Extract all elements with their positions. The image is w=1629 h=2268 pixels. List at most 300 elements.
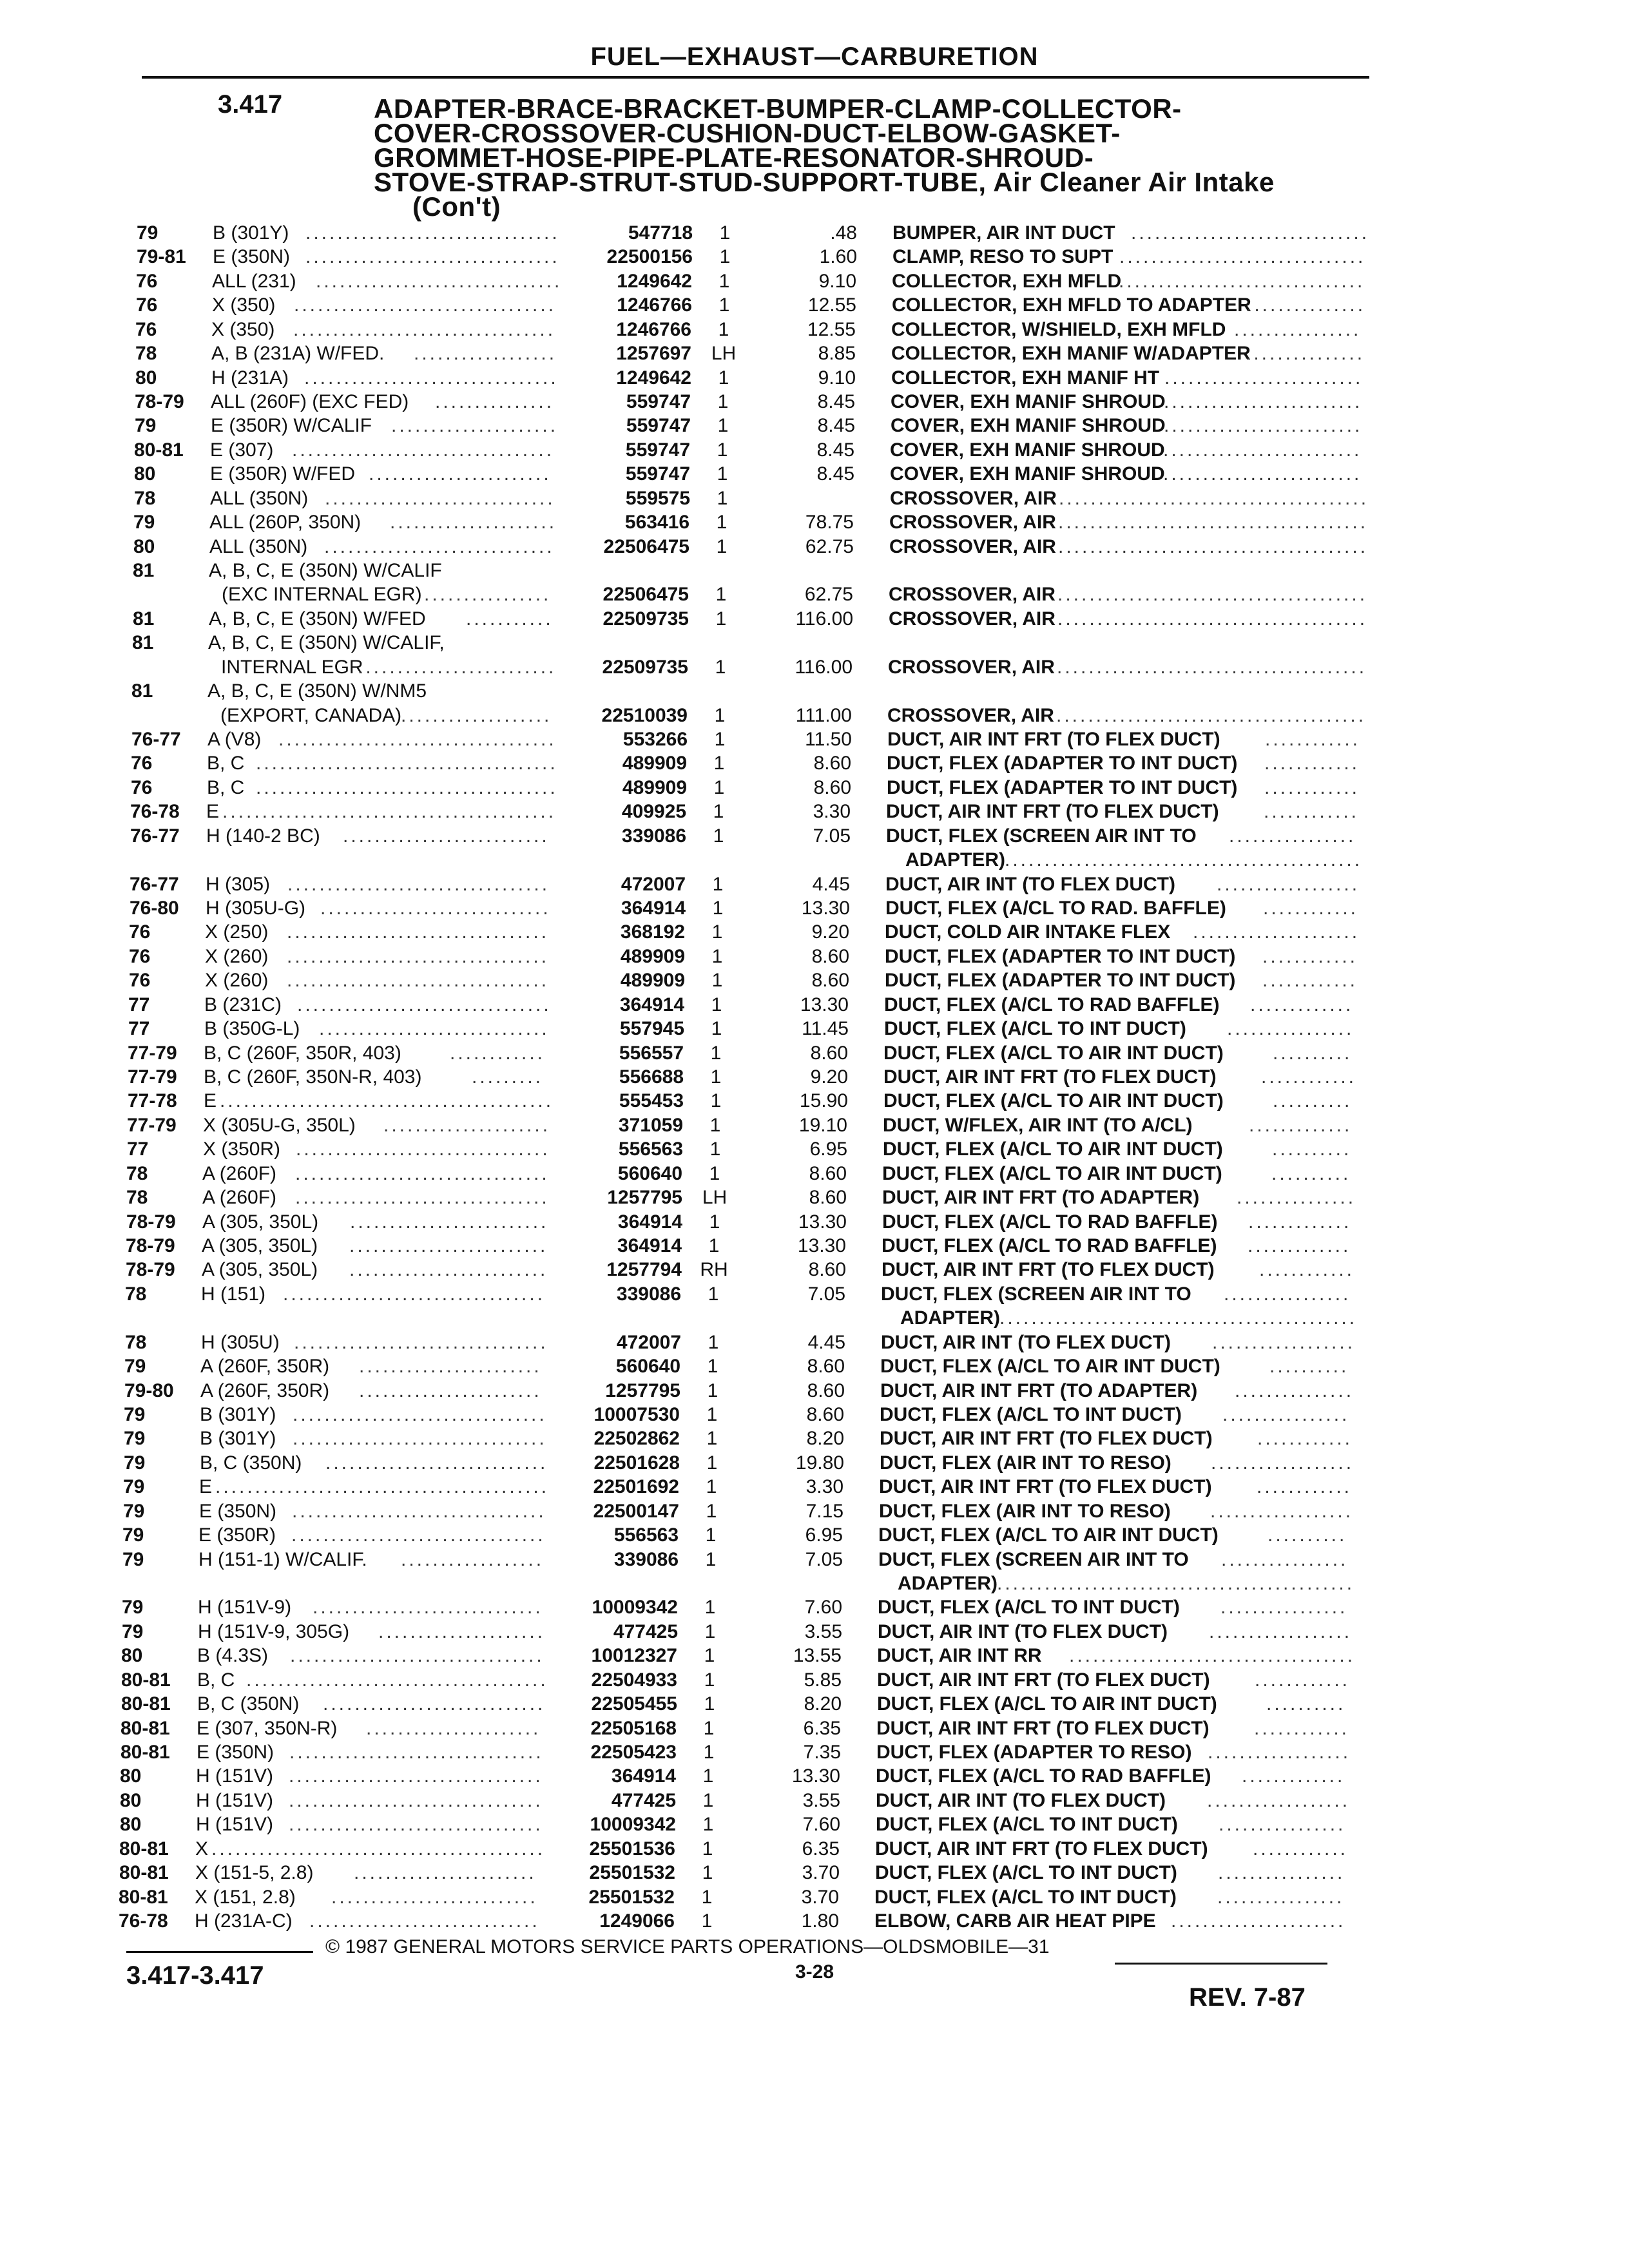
row-price: 7.05 [813,825,851,847]
row-year: 76 [131,777,153,798]
row-application: E (350N) [197,1742,275,1763]
row-application: E (307, 350N-R) [197,1718,338,1739]
row-quantity: 1 [704,1621,716,1642]
row-part-number: 10009342 [592,1597,678,1618]
table-row [0,970,1621,993]
row-application: A (V8) [207,729,262,750]
table-row [0,1742,1613,1765]
row-description: DUCT, FLEX (A/CL TO AIR INT DUCT) [883,1139,1223,1160]
row-application: H (231A-C) [195,1910,293,1932]
table-row [0,1259,1618,1282]
row-year: 78 [134,488,156,509]
row-application: B, C (350N) [200,1452,302,1474]
leader-dots: ................................ [294,1332,548,1353]
row-quantity: 1 [710,1090,722,1111]
table-row [0,1452,1616,1475]
row-description: ADAPTER) [905,849,1005,870]
leader-dots: ................................ [289,1790,543,1811]
row-price: 8.45 [817,415,855,436]
row-quantity: 1 [718,319,729,340]
leader-dots: .............................. [1131,222,1370,244]
footer-revision: REV. 7-87 [1189,1983,1306,2012]
table-row [0,222,1629,245]
row-part-number: 547718 [628,222,693,244]
leader-dots: ................................ [296,1139,550,1160]
table-row [0,1066,1620,1090]
row-year: 76 [131,753,153,774]
row-description: DUCT, AIR INT FRT (TO FLEX DUCT) [883,1066,1217,1088]
row-quantity: 1 [711,1018,722,1039]
leader-dots: ................................. [292,439,555,461]
row-price: 116.00 [795,657,853,678]
row-description: DUCT, COLD AIR INTAKE FLEX [885,921,1171,943]
row-price: 8.60 [807,1380,845,1401]
leader-dots: ............ [1264,777,1360,798]
row-application: B (4.3S) [197,1645,269,1666]
leader-dots: ......... [472,1066,544,1088]
row-year: 79 [123,1501,145,1522]
leader-dots: ............ [1257,1476,1353,1497]
leader-dots: ....................... [359,1380,542,1401]
row-application: B, C [197,1669,235,1691]
table-row [0,1090,1620,1113]
row-description: DUCT, FLEX (A/CL TO RAD BAFFLE) [876,1765,1211,1787]
row-part-number: 22506475 [602,584,689,605]
table-row [0,1187,1619,1210]
row-part-number: 1249642 [616,367,691,389]
leader-dots: ................................ [305,246,560,267]
row-description: DUCT, FLEX (A/CL TO INT DUCT) [875,1862,1177,1883]
row-price: .48 [830,222,857,244]
leader-dots: ............................. [325,488,555,509]
leader-dots: ............ [450,1043,546,1064]
leader-dots: ................................ [293,1428,547,1449]
table-row [0,1645,1614,1668]
row-description: DUCT, AIR INT FRT (TO FLEX DUCT) [876,1718,1210,1739]
table-row [0,1404,1616,1427]
row-year: 81 [133,608,155,629]
row-year: 79 [135,415,157,436]
row-description: DUCT, AIR INT FRT (TO FLEX DUCT) [875,1838,1208,1860]
table-row [0,439,1626,463]
row-part-number: 364914 [621,898,686,919]
leader-dots: ................ [1224,1283,1351,1305]
row-quantity: 1 [717,463,728,485]
row-application: INTERNAL EGR [221,657,363,678]
section-title-line: COVER-CROSSOVER-CUSHION-DUCT-ELBOW-GASKET- [374,118,1121,148]
table-row [0,391,1627,414]
row-part-number: 472007 [616,1332,681,1353]
table-row [0,319,1628,342]
table-row [0,271,1628,294]
table-row [0,729,1624,752]
row-quantity: 1 [706,1476,717,1497]
row-part-number: 472007 [621,874,686,895]
row-description: BUMPER, AIR INT DUCT [892,222,1115,244]
table-row [0,753,1623,776]
row-quantity: 1 [718,367,729,389]
row-application: A (260F, 350R) [200,1356,330,1377]
row-application: B (301Y) [213,222,289,244]
row-year: 78 [126,1187,148,1208]
row-part-number: 364914 [619,994,684,1015]
row-part-number: 22502862 [593,1428,680,1449]
row-part-number: 22501692 [593,1476,679,1497]
row-price: 19.10 [798,1115,847,1136]
row-price: 13.30 [791,1765,840,1787]
row-description: DUCT, FLEX (ADAPTER TO INT DUCT) [887,777,1238,798]
row-quantity: RH [700,1259,728,1280]
row-application: B (301Y) [200,1404,276,1425]
row-price: 7.35 [803,1742,841,1763]
leader-dots: ......................... [1163,463,1362,485]
leader-dots: ......................... [350,1211,549,1233]
row-year: 76-77 [130,874,179,895]
row-quantity: 1 [715,657,726,678]
table-row [0,1718,1613,1741]
row-part-number: 489909 [620,946,685,967]
leader-dots: ............................... [1119,246,1366,267]
row-year: 76-78 [130,801,180,822]
row-year: 78 [125,1332,147,1353]
row-application: X [195,1838,209,1860]
row-part-number: 22505455 [591,1693,677,1715]
table-row [0,294,1628,318]
row-description: DUCT, FLEX (SCREEN AIR INT TO [886,825,1197,847]
table-row [0,1307,1617,1331]
leader-dots: ............ [1261,1066,1357,1088]
row-year: 80-81 [121,1693,171,1715]
row-description: DUCT, AIR INT FRT (TO ADAPTER) [882,1187,1200,1208]
row-description: DUCT, FLEX (A/CL TO INT DUCT) [880,1404,1182,1425]
leader-dots: ............ [1264,801,1360,822]
table-row [0,1501,1615,1524]
table-row [0,1887,1611,1910]
row-description: DUCT, AIR INT (TO FLEX DUCT) [881,1332,1171,1353]
row-description: DUCT, AIR INT FRT (TO FLEX DUCT) [877,1669,1210,1691]
row-quantity: 1 [702,1814,714,1835]
table-row [0,488,1626,511]
row-part-number: 559747 [626,415,691,436]
leader-dots: ............................... [316,271,563,292]
row-part-number: 556557 [619,1043,684,1064]
row-part-number: 25501532 [589,1862,675,1883]
row-price: 8.60 [813,777,851,798]
row-year: 80 [120,1790,142,1811]
row-price: 9.20 [811,921,849,943]
leader-dots: .................. [1209,1621,1353,1642]
footer-section-range: 3.417-3.417 [126,1961,264,1990]
row-part-number: 555453 [619,1090,684,1111]
row-description: DUCT, FLEX (A/CL TO INT DUCT) [878,1597,1180,1618]
leader-dots: ................................ [292,1501,546,1522]
row-price: 8.45 [816,439,854,461]
row-description: DUCT, FLEX (A/CL TO INT DUCT) [884,1018,1186,1039]
row-application: B (350G-L) [204,1018,300,1039]
row-year: 79 [124,1356,146,1377]
row-year: 79 [124,1428,146,1449]
row-part-number: 560640 [617,1163,682,1184]
leader-dots: .................. [1208,1742,1351,1763]
row-description: ADAPTER) [898,1573,998,1594]
row-year: 79 [123,1476,145,1497]
row-price: 1.80 [801,1910,839,1932]
leader-dots: ................................. [287,921,550,943]
leader-dots: ............ [1264,753,1360,774]
row-description: DUCT, FLEX (A/CL TO RAD BAFFLE) [882,1211,1218,1233]
table-row [0,1862,1612,1885]
section-number: 3.417 [218,90,283,119]
row-description: COVER, EXH MANIF SHROUD [890,439,1165,461]
row-description: CROSSOVER, AIR [889,536,1056,557]
leader-dots: ....................... [354,1862,537,1883]
row-description: DUCT, AIR INT FRT (TO FLEX DUCT) [879,1476,1212,1497]
leader-dots: ............................................. [999,1307,1358,1329]
row-year: 76 [135,319,157,340]
table-row [0,1765,1612,1789]
leader-dots: ..................... [390,512,557,533]
section-title-line: ADAPTER-BRACE-BRACKET-BUMPER-CLAMP-COLLECTOR- [374,93,1182,124]
row-year: 80-81 [120,1718,170,1739]
row-application: E (307) [210,439,274,461]
row-quantity: 1 [703,1718,715,1739]
table-row [0,1621,1614,1644]
footer-rule-left [126,1951,313,1953]
table-row [0,1597,1614,1620]
table-row [0,680,1624,704]
row-part-number: 563416 [624,512,689,533]
leader-dots: .......... [1268,1524,1347,1546]
leader-dots: ................................ [297,994,552,1015]
row-application: A, B, C, E (350N) W/NM5 [207,680,427,702]
leader-dots: ........... [466,608,554,629]
row-application: H (231A) [211,367,289,389]
leader-dots: ................ [1234,319,1362,340]
row-application: E (350R) [198,1524,276,1546]
row-year: 80 [134,463,156,485]
row-description: DUCT, FLEX (AIR INT TO RESO) [880,1452,1171,1474]
row-price: 13.30 [798,1211,847,1233]
row-quantity: 1 [710,1066,722,1088]
row-description: DUCT, FLEX (A/CL TO AIR INT DUCT) [877,1693,1217,1715]
leader-dots: .......... [1271,1163,1351,1184]
row-description: DUCT, FLEX (A/CL TO AIR INT DUCT) [880,1356,1220,1377]
leader-dots: .......... [1269,1356,1349,1377]
row-part-number: 556688 [619,1066,684,1088]
row-year: 80-81 [119,1838,169,1860]
table-row [0,463,1626,486]
leader-dots: ............................ [323,1693,546,1715]
row-quantity: 1 [713,801,724,822]
row-application: A (260F) [202,1163,277,1184]
leader-dots: ................... [401,705,552,726]
row-description: DUCT, FLEX (A/CL TO AIR INT DUCT) [883,1090,1224,1111]
row-part-number: 1257794 [606,1259,682,1280]
row-price: 11.45 [802,1018,849,1039]
row-quantity: 1 [701,1910,713,1932]
leader-dots: ............ [1262,970,1358,991]
row-description: CLAMP, RESO TO SUPT [892,246,1113,267]
table-row [0,849,1623,872]
leader-dots: ..................... [391,415,559,436]
row-description: COLLECTOR, EXH MFLD [892,271,1122,292]
row-quantity: 1 [705,1524,717,1546]
row-year: 79 [122,1524,144,1546]
row-part-number: 368192 [620,921,685,943]
row-quantity: 1 [717,488,728,509]
row-year: 77 [128,994,150,1015]
row-price: 19.80 [795,1452,844,1474]
leader-dots: ....................................... [1056,705,1367,726]
row-application: A, B (231A) W/FED. [211,343,385,364]
leader-dots: ................ [1218,1862,1345,1883]
row-price: 1.60 [819,246,857,267]
table-row [0,1139,1619,1162]
leader-dots: ............ [1257,1428,1353,1449]
leader-dots: ............... [1246,343,1365,364]
leader-dots: .......................... [343,825,550,847]
row-price: 9.10 [818,367,856,389]
leader-dots: ....................................... [1058,512,1369,533]
row-price: 111.00 [795,705,852,726]
row-year: 77-79 [128,1066,177,1088]
row-description: DUCT, FLEX (AIR INT TO RESO) [879,1501,1171,1522]
row-description: COLLECTOR, EXH MFLD TO ADAPTER [892,294,1251,316]
row-price: 8.20 [804,1693,842,1715]
row-application: A, B, C, E (350N) W/CALIF [209,560,442,581]
row-year: 80 [121,1645,143,1666]
row-application: B (231C) [204,994,282,1015]
row-year: 76 [129,946,151,967]
leader-dots: .................. [414,343,557,364]
row-price: 8.60 [809,1163,847,1184]
row-part-number: 489909 [622,777,687,798]
row-quantity: 1 [714,729,726,750]
table-row [0,415,1627,438]
table-row [0,1380,1617,1403]
leader-dots: ...................................... [246,1669,548,1691]
row-quantity: LH [702,1187,728,1208]
row-description: DUCT, FLEX (A/CL TO RAD BAFFLE) [882,1235,1217,1256]
row-description: DUCT, AIR INT (TO FLEX DUCT) [885,874,1175,895]
table-row [0,874,1622,897]
table-row [0,560,1625,583]
row-year: 77-78 [128,1090,177,1111]
row-price: 8.45 [816,463,854,485]
row-application: H (151V-9) [198,1597,292,1618]
leader-dots: ................................. [294,294,557,316]
row-part-number: 559575 [625,488,690,509]
row-application: H (151V) [196,1790,274,1811]
row-description: COLLECTOR, W/SHIELD, EXH MFLD [891,319,1226,340]
leader-dots: .......................................... [211,1838,546,1860]
leader-dots: ................................ [295,1163,550,1184]
row-price: 78.75 [805,512,854,533]
row-price: 12.55 [807,294,856,316]
table-row [0,1211,1619,1235]
row-part-number: 556563 [613,1524,679,1546]
table-row [0,1356,1617,1379]
row-part-number: 559747 [625,439,690,461]
row-application: (EXPORT, CANADA) [220,705,402,726]
row-quantity: 1 [705,1549,717,1570]
leader-dots: ................................... [278,729,557,750]
row-part-number: 22505423 [590,1742,677,1763]
table-row [0,1790,1612,1813]
row-description: COLLECTOR, EXH MANIF W/ADAPTER [891,343,1251,364]
row-application: B, C (260F, 350N-R, 403) [204,1066,422,1088]
section-title-line: (Con't) [412,191,501,222]
row-price: 8.60 [813,753,851,774]
row-description: DUCT, AIR INT (TO FLEX DUCT) [878,1621,1168,1642]
row-price: 6.95 [809,1139,847,1160]
row-quantity: 1 [713,753,725,774]
row-year: 80-81 [120,1742,170,1763]
row-application: B, C (260F, 350R, 403) [204,1043,401,1064]
leader-dots: ....................................... [1057,608,1368,629]
row-price: 8.60 [811,970,849,991]
row-part-number: 364914 [617,1211,682,1233]
row-application: A (305, 350L) [202,1259,318,1280]
row-part-number: 1246766 [617,294,692,316]
row-year: 79 [124,1452,146,1474]
row-quantity: 1 [709,1163,720,1184]
row-application: B, C [207,777,245,798]
row-description: COVER, EXH MANIF SHROUD [890,463,1165,485]
leader-dots: ...................................... [256,777,558,798]
table-row [0,801,1623,824]
row-year: 80-81 [119,1887,168,1908]
footer-page-number: 3-28 [795,1961,834,1983]
row-part-number: 22509735 [602,657,688,678]
row-description: DUCT, AIR INT FRT (TO FLEX DUCT) [882,1259,1215,1280]
row-year: 76-77 [130,825,180,847]
row-application: ALL (260P, 350N) [209,512,361,533]
leader-dots: ................................ [295,1187,550,1208]
row-part-number: 22501628 [593,1452,680,1474]
leader-dots: ............................... [1119,271,1365,292]
leader-dots: ................................. [287,946,550,967]
table-row [0,898,1622,921]
leader-dots: ............................. [324,536,555,557]
leader-dots: .................. [1210,1501,1354,1522]
table-row [0,1549,1615,1572]
row-year: 78-79 [135,391,184,412]
row-quantity: 1 [709,1139,721,1160]
row-quantity: 1 [711,994,722,1015]
leader-dots: ................ [1222,1404,1350,1425]
leader-dots: .......... [1273,1090,1353,1111]
table-row [0,246,1629,269]
row-part-number: 1257795 [607,1187,682,1208]
row-quantity: 1 [716,536,728,557]
row-application: E (350R) W/FED [210,463,356,485]
row-application: B, C [207,753,245,774]
row-description: ADAPTER) [900,1307,1000,1329]
row-quantity: 1 [713,777,725,798]
row-quantity: 1 [707,1380,718,1401]
row-description: DUCT, FLEX (A/CL TO AIR INT DUCT) [882,1163,1222,1184]
leader-dots: ............ [1263,898,1359,919]
table-row [0,1283,1617,1307]
row-price: 6.35 [802,1838,840,1860]
row-quantity: 1 [714,705,726,726]
row-year: 79 [124,1404,146,1425]
row-application: X (151, 2.8) [195,1887,296,1908]
leader-dots: ......................... [1164,415,1363,436]
row-application: ALL (350N) [209,536,308,557]
row-part-number: 477425 [611,1790,676,1811]
